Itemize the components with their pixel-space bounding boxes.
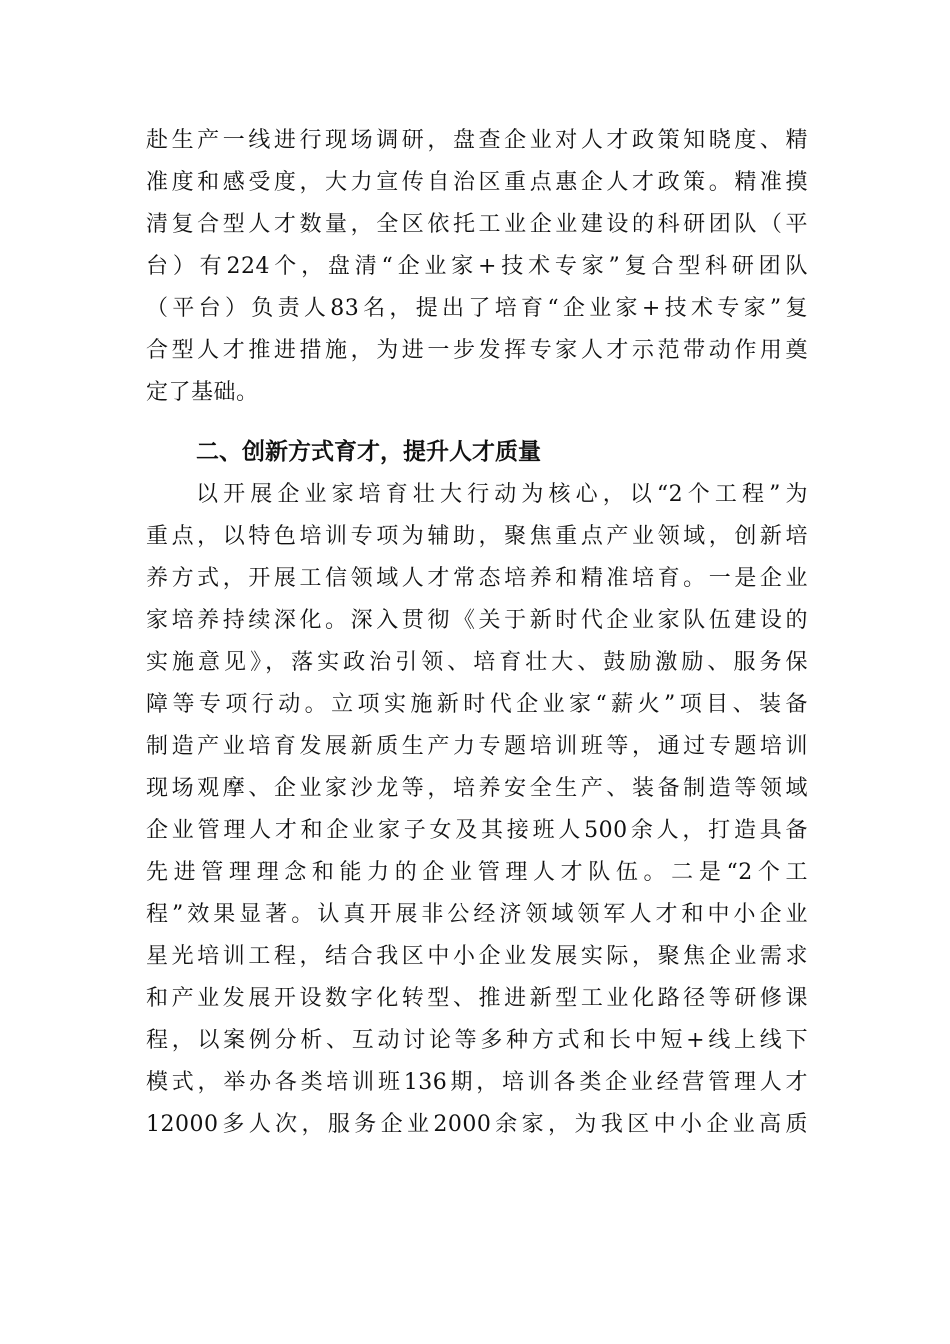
text-line: 清复合型人才数量，全区依托工业企业建设的科研团队（平: [146, 212, 808, 237]
text-line: 以开展企业家培育壮大行动为核心，以“2个工程”为: [196, 482, 808, 507]
text-line: 养方式，开展工信领域人才常态培养和精准培育。一是企业: [146, 566, 808, 591]
text-line: 12000多人次，服务企业2000余家，为我区中小企业高质: [146, 1112, 808, 1137]
text-line: 制造产业培育发展新质生产力专题培训班等，通过专题培训: [146, 734, 808, 759]
text-line: 程，以案例分析、互动讨论等多种方式和长中短+线上线下: [146, 1028, 808, 1053]
text-line: 实施意见》，落实政治引领、培育壮大、鼓励激励、服务保: [146, 650, 808, 675]
text-line: （平台）负责人83名，提出了培育“企业家+技术专家”复: [146, 296, 808, 321]
text-line: 家培养持续深化。深入贯彻《关于新时代企业家队伍建设的: [146, 608, 808, 633]
text-line: 合型人才推进措施，为进一步发挥专家人才示范带动作用奠: [146, 338, 808, 363]
text-line: 定了基础。: [146, 380, 259, 405]
text-line: 现场观摩、企业家沙龙等，培养安全生产、装备制造等领域: [146, 776, 808, 801]
text-line: 和产业发展开设数字化转型、推进新型工业化路径等研修课: [146, 986, 808, 1011]
text-line: 准度和感受度，大力宣传自治区重点惠企人才政策。精准摸: [146, 170, 808, 195]
text-line: 障等专项行动。立项实施新时代企业家“薪火”项目、装备: [146, 692, 808, 717]
text-line: 模式，举办各类培训班136期，培训各类企业经营管理人才: [146, 1070, 808, 1095]
section-heading: 二、创新方式育才，提升人才质量: [196, 439, 541, 465]
text-line: 程”效果显著。认真开展非公经济领域领军人才和中小企业: [146, 902, 808, 927]
text-line: 星光培训工程，结合我区中小企业发展实际，聚焦企业需求: [146, 944, 808, 969]
text-line: 企业管理人才和企业家子女及其接班人500余人，打造具备: [146, 818, 808, 843]
text-line: 先进管理理念和能力的企业管理人才队伍。二是“2个工: [146, 860, 808, 885]
text-line: 赴生产一线进行现场调研，盘查企业对人才政策知晓度、精: [146, 128, 808, 153]
text-line: 重点，以特色培训专项为辅助，聚焦重点产业领域，创新培: [146, 524, 808, 549]
text-line: 台）有224个，盘清“企业家+技术专家”复合型科研团队: [146, 254, 808, 279]
